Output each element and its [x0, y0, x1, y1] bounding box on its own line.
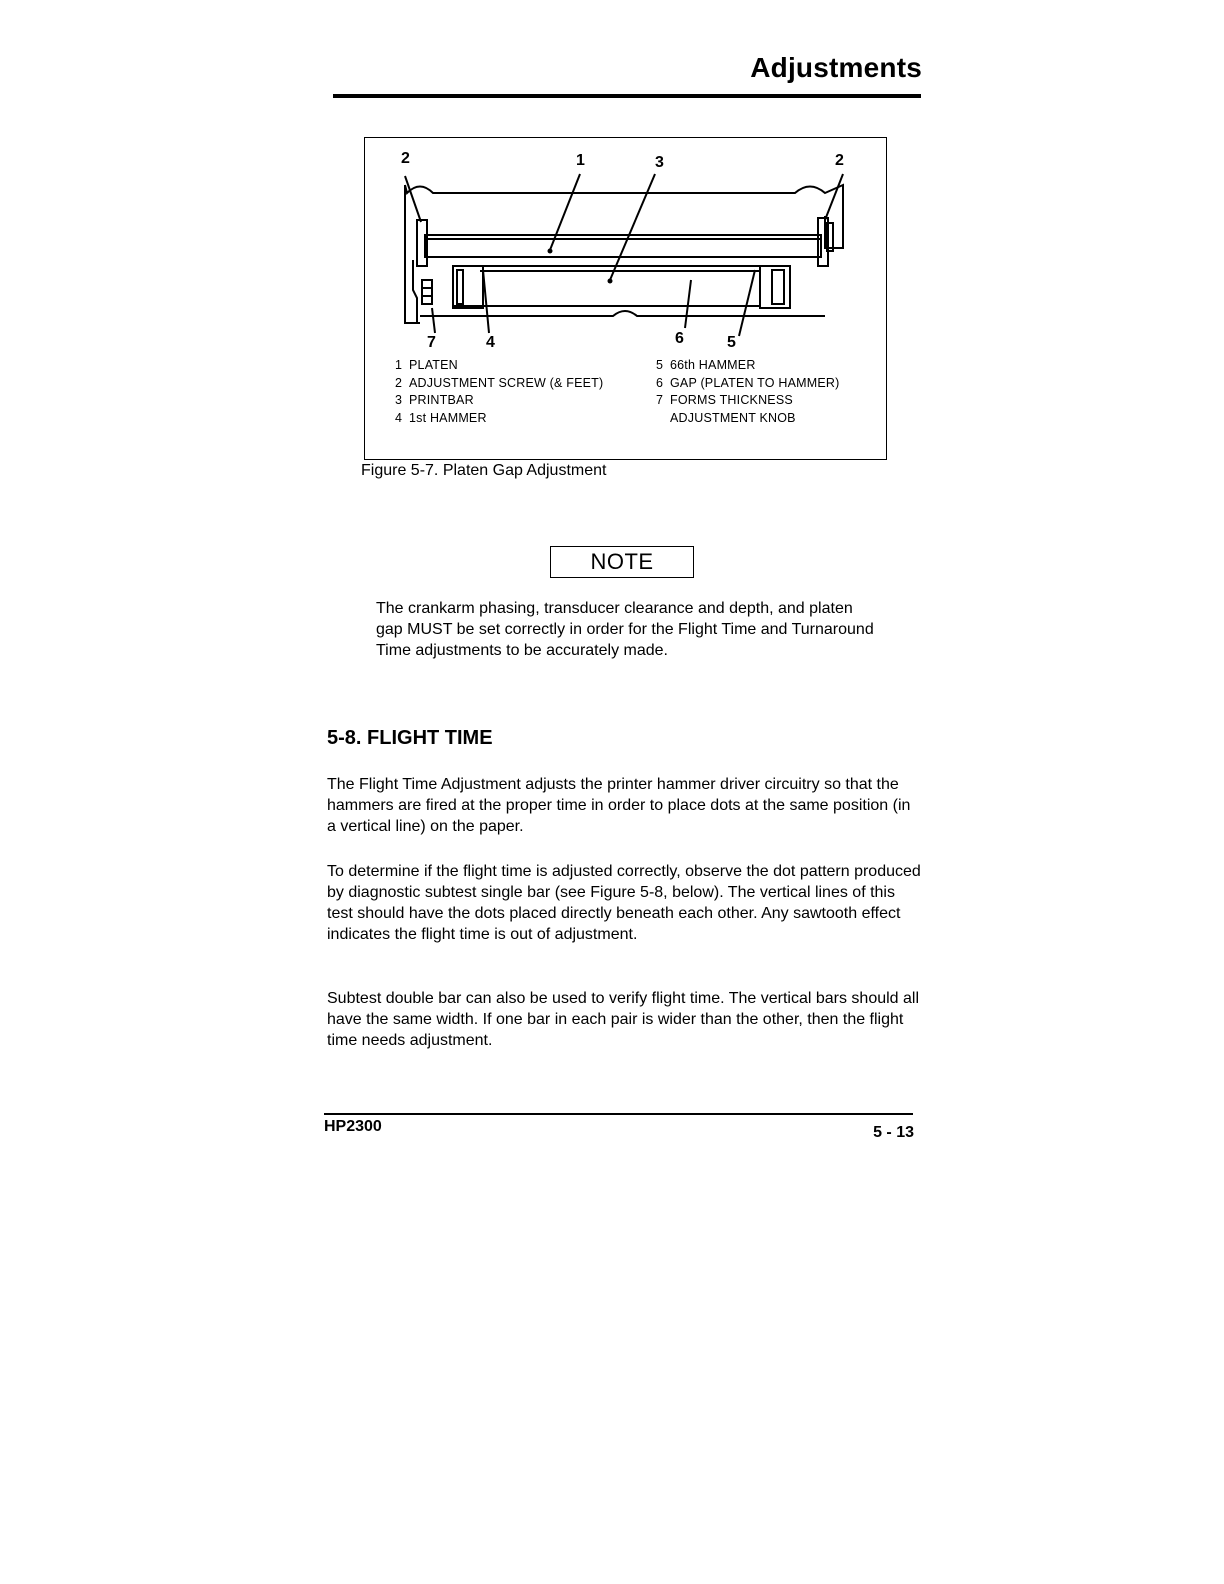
callout-7: 7 — [427, 334, 436, 351]
legend-item: 3 PRINTBAR — [395, 393, 474, 407]
callout-3: 3 — [655, 154, 664, 171]
last-hammer-block — [760, 266, 790, 308]
frame-bottom — [420, 311, 825, 316]
paragraph: The Flight Time Adjustment adjusts the printer hammer driver circuitry so that the hammers are fired at the proper time in order to place dots at the same position (in a vertical line) on the paper. — [327, 776, 911, 835]
legend-item: 7 FORMS THICKNESS — [656, 393, 793, 407]
callout-6: 6 — [675, 330, 684, 347]
thickness-knob — [422, 280, 432, 304]
figure-platen-gap — [364, 137, 887, 460]
legend-left — [395, 357, 603, 427]
paragraph: To determine if the flight time is adjusted correctly, observe the dot pattern produced by diagnostic subtest single bar (see Figure 5-8, below). The vertical lines of this test should have the dots placed directly beneath each other. Any sawtooth effect indicates the flight time is out of adjustment. — [327, 863, 921, 943]
legend-item: 6 GAP (PLATEN TO HAMMER) — [656, 375, 840, 390]
legend-right — [656, 357, 839, 427]
callout-1: 1 — [576, 152, 585, 169]
header-rule — [333, 94, 921, 98]
note-text: The crankarm phasing, transducer clearance and depth, and platen gap MUST be set correctly in order for the Flight Time and Turnaround Time adjustments to be accurately made. — [376, 600, 874, 659]
paragraph: Subtest double bar can also be used to verify flight time. The vertical bars should all have the same width. If one bar in each pair is wider than the other, then the flight time needs adjustment. — [327, 990, 920, 1049]
legend-item: 4 1st HAMMER — [395, 410, 487, 425]
section-heading: 5-8. FLIGHT TIME — [327, 727, 493, 749]
legend-item: 5 66th HAMMER — [656, 358, 756, 372]
footer-model: HP2300 — [324, 1118, 382, 1135]
legend-item-cont: ADJUSTMENT KNOB — [670, 410, 796, 425]
figure-caption: Figure 5-7. Platen Gap Adjustment — [361, 462, 607, 479]
callout-5: 5 — [727, 334, 736, 351]
page-header-title: Adjustments — [750, 52, 922, 83]
callout-2-left: 2 — [401, 150, 410, 167]
callout-4: 4 — [486, 334, 495, 351]
footer-page-number: 5 - 13 — [873, 1124, 914, 1141]
note-label: NOTE — [550, 546, 694, 578]
footer-rule — [324, 1113, 913, 1115]
callout-2-right: 2 — [835, 152, 844, 169]
legend-item: 2 ADJUSTMENT SCREW (& FEET) — [395, 375, 604, 390]
legend-item: 1 PLATEN — [395, 358, 458, 372]
